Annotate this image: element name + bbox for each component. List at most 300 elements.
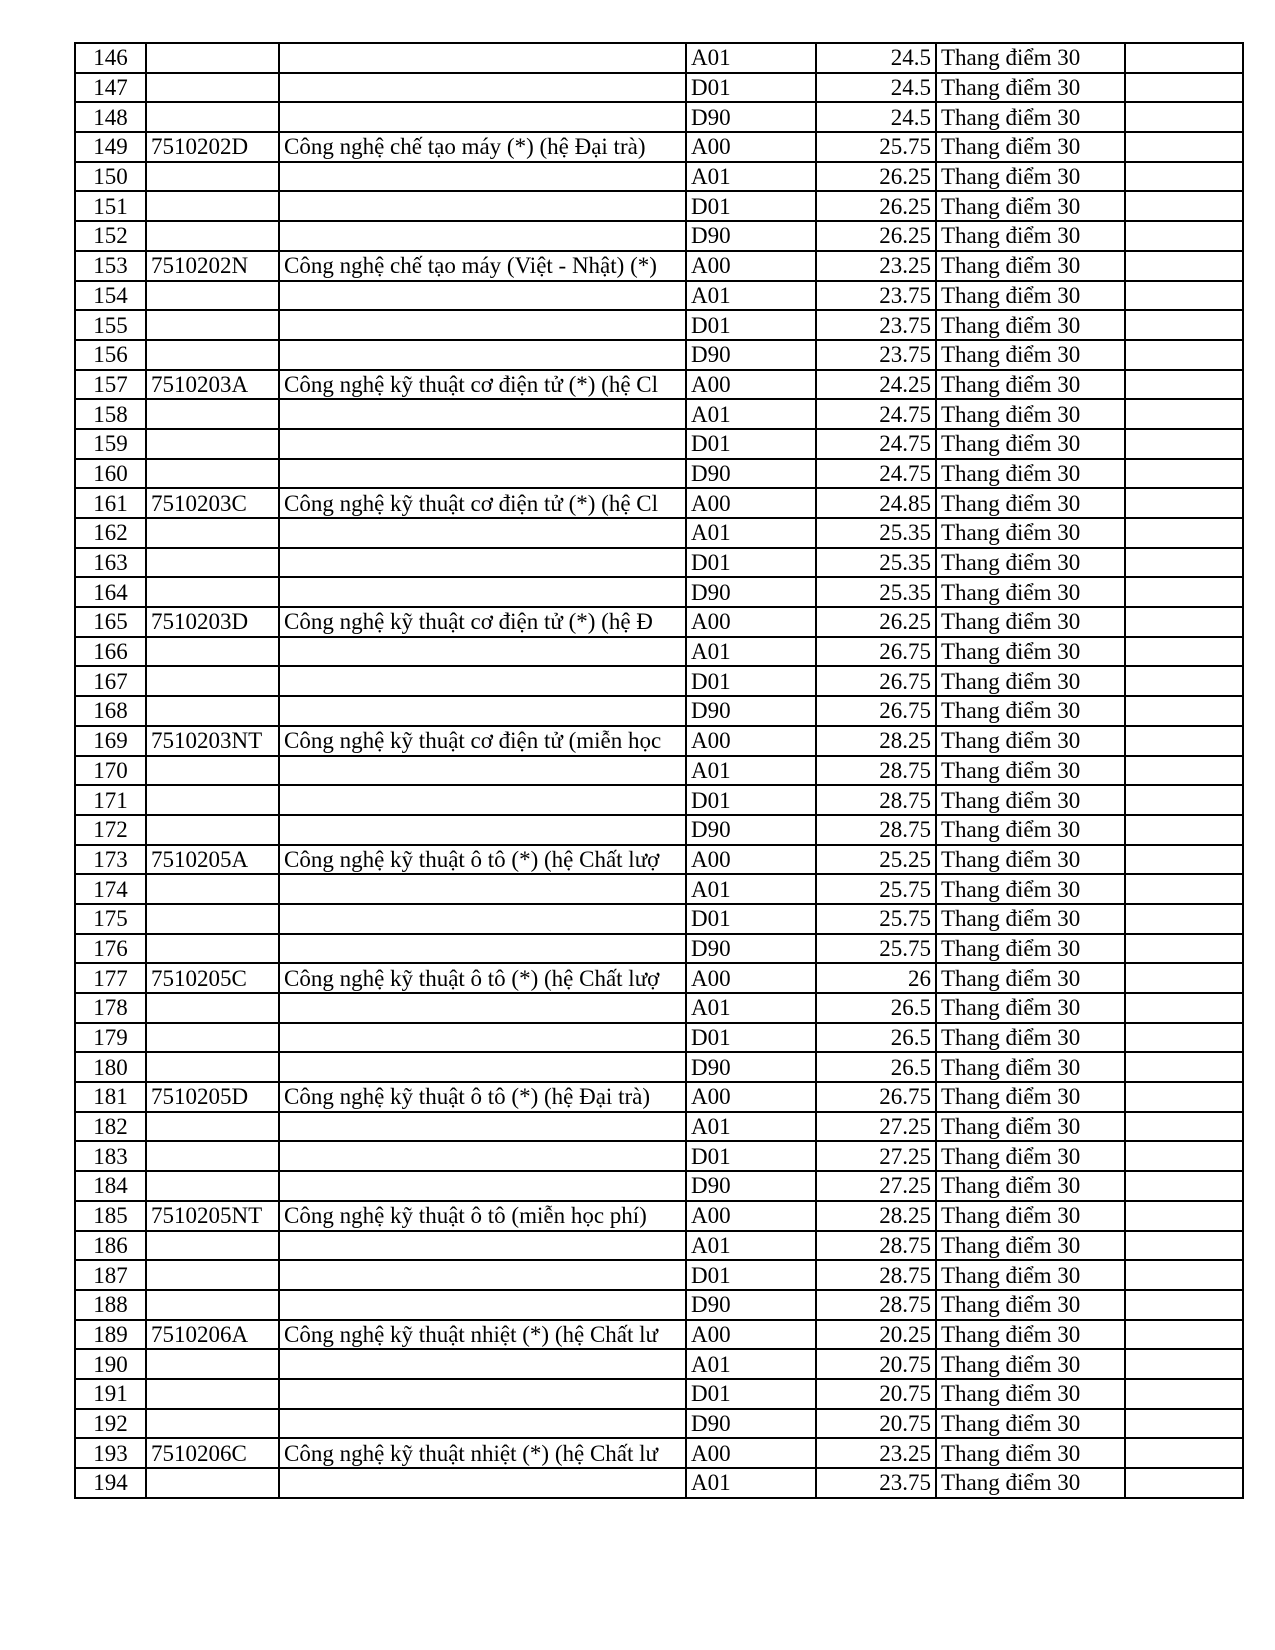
- table-row: [75, 488, 1243, 518]
- major-code: [146, 1052, 279, 1082]
- subject-combination: D90: [686, 1409, 816, 1439]
- cutoff-score: 26: [816, 963, 936, 993]
- note: [1125, 1171, 1243, 1201]
- cutoff-score: 23.75: [816, 340, 936, 370]
- major-code: [146, 399, 279, 429]
- row-number: 147: [75, 73, 146, 103]
- table-row: [75, 726, 1243, 756]
- table-row: [75, 251, 1243, 281]
- major-code: [146, 637, 279, 667]
- major-code: 7510203NT: [146, 726, 279, 756]
- note: [1125, 310, 1243, 340]
- table-row: [75, 132, 1243, 162]
- score-scale: Thang điểm 30: [936, 1023, 1125, 1053]
- major-code: 7510203A: [146, 370, 279, 400]
- subject-combination: A01: [686, 1468, 816, 1498]
- cutoff-score: 26.25: [816, 221, 936, 251]
- cutoff-score: 26.25: [816, 607, 936, 637]
- subject-combination: A01: [686, 993, 816, 1023]
- note: [1125, 488, 1243, 518]
- subject-combination: D01: [686, 785, 816, 815]
- table-row: [75, 1023, 1243, 1053]
- cutoff-score: 28.75: [816, 1290, 936, 1320]
- score-scale: Thang điểm 30: [936, 429, 1125, 459]
- cutoff-score: 20.75: [816, 1409, 936, 1439]
- score-scale: Thang điểm 30: [936, 696, 1125, 726]
- major-code: [146, 1468, 279, 1498]
- score-scale: Thang điểm 30: [936, 1349, 1125, 1379]
- major-name: [279, 340, 686, 370]
- table-row: [75, 429, 1243, 459]
- cutoff-score: 24.5: [816, 102, 936, 132]
- row-number: 150: [75, 162, 146, 192]
- row-number: 181: [75, 1082, 146, 1112]
- major-name: [279, 43, 686, 73]
- row-number: 188: [75, 1290, 146, 1320]
- subject-combination: D01: [686, 1023, 816, 1053]
- cutoff-score: 24.5: [816, 73, 936, 103]
- major-name: [279, 1379, 686, 1409]
- row-number: 190: [75, 1349, 146, 1379]
- table-body: [75, 43, 1243, 1498]
- subject-combination: A00: [686, 1201, 816, 1231]
- score-scale: Thang điểm 30: [936, 1231, 1125, 1261]
- note: [1125, 904, 1243, 934]
- note: [1125, 577, 1243, 607]
- cutoff-score: 26.25: [816, 191, 936, 221]
- row-number: 189: [75, 1320, 146, 1350]
- major-name: [279, 1023, 686, 1053]
- cutoff-score: 27.25: [816, 1141, 936, 1171]
- major-name: [279, 1112, 686, 1142]
- cutoff-score: 24.5: [816, 43, 936, 73]
- subject-combination: D90: [686, 696, 816, 726]
- note: [1125, 251, 1243, 281]
- cutoff-score: 23.75: [816, 310, 936, 340]
- note: [1125, 1349, 1243, 1379]
- major-name: [279, 399, 686, 429]
- cutoff-score: 20.75: [816, 1379, 936, 1409]
- note: [1125, 1260, 1243, 1290]
- subject-combination: A01: [686, 399, 816, 429]
- cutoff-score: 25.75: [816, 874, 936, 904]
- row-number: 182: [75, 1112, 146, 1142]
- table-row: [75, 785, 1243, 815]
- score-scale: Thang điểm 30: [936, 132, 1125, 162]
- subject-combination: D01: [686, 191, 816, 221]
- major-code: [146, 548, 279, 578]
- subject-combination: D90: [686, 1290, 816, 1320]
- row-number: 186: [75, 1231, 146, 1261]
- score-scale: Thang điểm 30: [936, 340, 1125, 370]
- subject-combination: A01: [686, 1231, 816, 1261]
- score-scale: Thang điểm 30: [936, 370, 1125, 400]
- score-scale: Thang điểm 30: [936, 73, 1125, 103]
- major-name: [279, 637, 686, 667]
- subject-combination: A01: [686, 518, 816, 548]
- major-name: Công nghệ kỹ thuật cơ điện tử (*) (hệ Đ: [279, 607, 686, 637]
- row-number: 152: [75, 221, 146, 251]
- row-number: 173: [75, 845, 146, 875]
- cutoff-score: 28.75: [816, 1231, 936, 1261]
- subject-combination: A01: [686, 281, 816, 311]
- table-row: [75, 102, 1243, 132]
- major-code: [146, 1409, 279, 1439]
- table-row: [75, 399, 1243, 429]
- cutoff-score: 28.75: [816, 1260, 936, 1290]
- table-row: [75, 607, 1243, 637]
- table-row: [75, 1290, 1243, 1320]
- note: [1125, 1438, 1243, 1468]
- major-name: [279, 696, 686, 726]
- subject-combination: D90: [686, 1171, 816, 1201]
- major-code: [146, 340, 279, 370]
- subject-combination: A00: [686, 726, 816, 756]
- major-code: [146, 934, 279, 964]
- table-row: [75, 874, 1243, 904]
- note: [1125, 73, 1243, 103]
- cutoff-score: 27.25: [816, 1171, 936, 1201]
- major-code: [146, 1023, 279, 1053]
- table-row: [75, 666, 1243, 696]
- score-scale: Thang điểm 30: [936, 221, 1125, 251]
- cutoff-score: 20.75: [816, 1349, 936, 1379]
- major-name: [279, 1171, 686, 1201]
- subject-combination: A00: [686, 1438, 816, 1468]
- major-code: 7510205C: [146, 963, 279, 993]
- cutoff-score: 25.75: [816, 132, 936, 162]
- note: [1125, 726, 1243, 756]
- note: [1125, 666, 1243, 696]
- score-scale: Thang điểm 30: [936, 162, 1125, 192]
- note: [1125, 1023, 1243, 1053]
- note: [1125, 934, 1243, 964]
- subject-combination: D01: [686, 429, 816, 459]
- cutoff-score: 26.75: [816, 637, 936, 667]
- major-name: Công nghệ kỹ thuật cơ điện tử (miễn học: [279, 726, 686, 756]
- score-scale: Thang điểm 30: [936, 102, 1125, 132]
- note: [1125, 607, 1243, 637]
- table-row: [75, 1201, 1243, 1231]
- major-name: [279, 666, 686, 696]
- note: [1125, 1112, 1243, 1142]
- major-code: [146, 102, 279, 132]
- score-scale: Thang điểm 30: [936, 399, 1125, 429]
- note: [1125, 518, 1243, 548]
- score-scale: Thang điểm 30: [936, 251, 1125, 281]
- note: [1125, 993, 1243, 1023]
- subject-combination: A01: [686, 637, 816, 667]
- row-number: 166: [75, 637, 146, 667]
- row-number: 175: [75, 904, 146, 934]
- score-scale: Thang điểm 30: [936, 1320, 1125, 1350]
- note: [1125, 815, 1243, 845]
- major-code: [146, 1141, 279, 1171]
- major-name: [279, 1052, 686, 1082]
- note: [1125, 845, 1243, 875]
- score-scale: Thang điểm 30: [936, 726, 1125, 756]
- major-name: [279, 162, 686, 192]
- major-code: 7510206C: [146, 1438, 279, 1468]
- subject-combination: D90: [686, 815, 816, 845]
- score-scale: Thang điểm 30: [936, 756, 1125, 786]
- major-name: Công nghệ kỹ thuật nhiệt (*) (hệ Chất lư: [279, 1320, 686, 1350]
- major-name: Công nghệ kỹ thuật ô tô (miễn học phí): [279, 1201, 686, 1231]
- major-name: [279, 1468, 686, 1498]
- major-code: [146, 43, 279, 73]
- score-scale: Thang điểm 30: [936, 518, 1125, 548]
- note: [1125, 399, 1243, 429]
- major-code: [146, 1379, 279, 1409]
- score-scale: Thang điểm 30: [936, 548, 1125, 578]
- subject-combination: D01: [686, 1260, 816, 1290]
- major-code: 7510206A: [146, 1320, 279, 1350]
- subject-combination: D01: [686, 1141, 816, 1171]
- note: [1125, 756, 1243, 786]
- score-scale: Thang điểm 30: [936, 488, 1125, 518]
- subject-combination: A01: [686, 162, 816, 192]
- major-name: [279, 756, 686, 786]
- row-number: 167: [75, 666, 146, 696]
- major-code: [146, 696, 279, 726]
- table-row: [75, 1052, 1243, 1082]
- table-row: [75, 963, 1243, 993]
- major-name: [279, 429, 686, 459]
- subject-combination: D90: [686, 221, 816, 251]
- major-name: [279, 785, 686, 815]
- score-scale: Thang điểm 30: [936, 963, 1125, 993]
- major-name: Công nghệ kỹ thuật ô tô (*) (hệ Đại trà): [279, 1082, 686, 1112]
- row-number: 177: [75, 963, 146, 993]
- subject-combination: D90: [686, 102, 816, 132]
- score-scale: Thang điểm 30: [936, 43, 1125, 73]
- table-row: [75, 518, 1243, 548]
- row-number: 154: [75, 281, 146, 311]
- subject-combination: A00: [686, 132, 816, 162]
- score-scale: Thang điểm 30: [936, 934, 1125, 964]
- note: [1125, 340, 1243, 370]
- subject-combination: A01: [686, 874, 816, 904]
- cutoff-score: 25.35: [816, 577, 936, 607]
- major-code: 7510205A: [146, 845, 279, 875]
- major-code: [146, 815, 279, 845]
- note: [1125, 162, 1243, 192]
- table-row: [75, 281, 1243, 311]
- major-code: 7510203C: [146, 488, 279, 518]
- row-number: 171: [75, 785, 146, 815]
- score-scale: Thang điểm 30: [936, 310, 1125, 340]
- major-name: [279, 904, 686, 934]
- major-name: Công nghệ kỹ thuật ô tô (*) (hệ Chất lượ: [279, 845, 686, 875]
- table-row: [75, 1320, 1243, 1350]
- cutoff-score: 26.5: [816, 993, 936, 1023]
- major-code: [146, 756, 279, 786]
- table-row: [75, 43, 1243, 73]
- score-scale: Thang điểm 30: [936, 1438, 1125, 1468]
- table-row: [75, 162, 1243, 192]
- row-number: 158: [75, 399, 146, 429]
- table-row: [75, 756, 1243, 786]
- major-code: 7510205D: [146, 1082, 279, 1112]
- cutoff-score: 25.35: [816, 548, 936, 578]
- cutoff-score: 28.25: [816, 1201, 936, 1231]
- row-number: 153: [75, 251, 146, 281]
- major-code: [146, 459, 279, 489]
- score-scale: Thang điểm 30: [936, 1290, 1125, 1320]
- note: [1125, 429, 1243, 459]
- cutoff-score: 26.25: [816, 162, 936, 192]
- table-row: [75, 340, 1243, 370]
- row-number: 180: [75, 1052, 146, 1082]
- major-code: [146, 1231, 279, 1261]
- note: [1125, 1379, 1243, 1409]
- cutoff-score: 23.75: [816, 281, 936, 311]
- table-row: [75, 1349, 1243, 1379]
- cutoff-score: 25.75: [816, 904, 936, 934]
- table-row: [75, 637, 1243, 667]
- score-scale: Thang điểm 30: [936, 904, 1125, 934]
- row-number: 160: [75, 459, 146, 489]
- table-row: [75, 459, 1243, 489]
- table-row: [75, 934, 1243, 964]
- table-row: [75, 191, 1243, 221]
- major-name: [279, 73, 686, 103]
- note: [1125, 221, 1243, 251]
- subject-combination: D90: [686, 340, 816, 370]
- table-row: [75, 1171, 1243, 1201]
- row-number: 168: [75, 696, 146, 726]
- major-code: 7510202N: [146, 251, 279, 281]
- row-number: 184: [75, 1171, 146, 1201]
- note: [1125, 696, 1243, 726]
- note: [1125, 132, 1243, 162]
- subject-combination: A00: [686, 488, 816, 518]
- row-number: 172: [75, 815, 146, 845]
- major-code: [146, 785, 279, 815]
- subject-combination: A01: [686, 1112, 816, 1142]
- admission-scores-table: [74, 42, 1244, 1499]
- major-code: 7510203D: [146, 607, 279, 637]
- subject-combination: D90: [686, 577, 816, 607]
- subject-combination: D01: [686, 548, 816, 578]
- major-name: [279, 518, 686, 548]
- subject-combination: A00: [686, 1320, 816, 1350]
- note: [1125, 1231, 1243, 1261]
- table-row: [75, 370, 1243, 400]
- score-scale: Thang điểm 30: [936, 993, 1125, 1023]
- subject-combination: D90: [686, 1052, 816, 1082]
- major-name: [279, 1349, 686, 1379]
- row-number: 178: [75, 993, 146, 1023]
- subject-combination: D01: [686, 1379, 816, 1409]
- major-code: [146, 1290, 279, 1320]
- score-scale: Thang điểm 30: [936, 577, 1125, 607]
- row-number: 149: [75, 132, 146, 162]
- major-code: [146, 281, 279, 311]
- major-code: [146, 1349, 279, 1379]
- table-row: [75, 1141, 1243, 1171]
- row-number: 148: [75, 102, 146, 132]
- cutoff-score: 23.25: [816, 251, 936, 281]
- cutoff-score: 28.75: [816, 785, 936, 815]
- major-name: [279, 874, 686, 904]
- cutoff-score: 26.75: [816, 1082, 936, 1112]
- cutoff-score: 24.25: [816, 370, 936, 400]
- note: [1125, 1201, 1243, 1231]
- row-number: 157: [75, 370, 146, 400]
- cutoff-score: 27.25: [816, 1112, 936, 1142]
- table-row: [75, 1231, 1243, 1261]
- score-scale: Thang điểm 30: [936, 1082, 1125, 1112]
- note: [1125, 370, 1243, 400]
- major-code: [146, 1260, 279, 1290]
- major-name: Công nghệ kỹ thuật cơ điện tử (*) (hệ Cl: [279, 488, 686, 518]
- subject-combination: A00: [686, 370, 816, 400]
- score-scale: Thang điểm 30: [936, 1171, 1125, 1201]
- cutoff-score: 26.5: [816, 1052, 936, 1082]
- row-number: 174: [75, 874, 146, 904]
- note: [1125, 548, 1243, 578]
- table-row: [75, 845, 1243, 875]
- cutoff-score: 23.25: [816, 1438, 936, 1468]
- note: [1125, 1052, 1243, 1082]
- table-row: [75, 815, 1243, 845]
- table-row: [75, 993, 1243, 1023]
- note: [1125, 102, 1243, 132]
- row-number: 193: [75, 1438, 146, 1468]
- score-scale: Thang điểm 30: [936, 1260, 1125, 1290]
- major-name: [279, 993, 686, 1023]
- major-code: [146, 191, 279, 221]
- major-name: Công nghệ kỹ thuật cơ điện tử (*) (hệ Cl: [279, 370, 686, 400]
- score-scale: Thang điểm 30: [936, 459, 1125, 489]
- note: [1125, 637, 1243, 667]
- major-name: Công nghệ chế tạo máy (*) (hệ Đại trà): [279, 132, 686, 162]
- table-row: [75, 221, 1243, 251]
- score-scale: Thang điểm 30: [936, 1379, 1125, 1409]
- major-name: [279, 459, 686, 489]
- score-scale: Thang điểm 30: [936, 1141, 1125, 1171]
- major-name: [279, 221, 686, 251]
- major-code: [146, 1112, 279, 1142]
- row-number: 156: [75, 340, 146, 370]
- row-number: 163: [75, 548, 146, 578]
- row-number: 169: [75, 726, 146, 756]
- cutoff-score: 25.35: [816, 518, 936, 548]
- table-row: [75, 1379, 1243, 1409]
- row-number: 159: [75, 429, 146, 459]
- major-code: [146, 429, 279, 459]
- major-code: [146, 73, 279, 103]
- major-code: [146, 310, 279, 340]
- note: [1125, 1409, 1243, 1439]
- row-number: 185: [75, 1201, 146, 1231]
- note: [1125, 43, 1243, 73]
- subject-combination: A01: [686, 756, 816, 786]
- note: [1125, 1320, 1243, 1350]
- subject-combination: A01: [686, 43, 816, 73]
- note: [1125, 1141, 1243, 1171]
- score-scale: Thang điểm 30: [936, 666, 1125, 696]
- cutoff-score: 23.75: [816, 1468, 936, 1498]
- subject-combination: A00: [686, 845, 816, 875]
- major-name: [279, 310, 686, 340]
- row-number: 164: [75, 577, 146, 607]
- cutoff-score: 28.75: [816, 756, 936, 786]
- cutoff-score: 28.75: [816, 815, 936, 845]
- table-row: [75, 73, 1243, 103]
- subject-combination: A00: [686, 607, 816, 637]
